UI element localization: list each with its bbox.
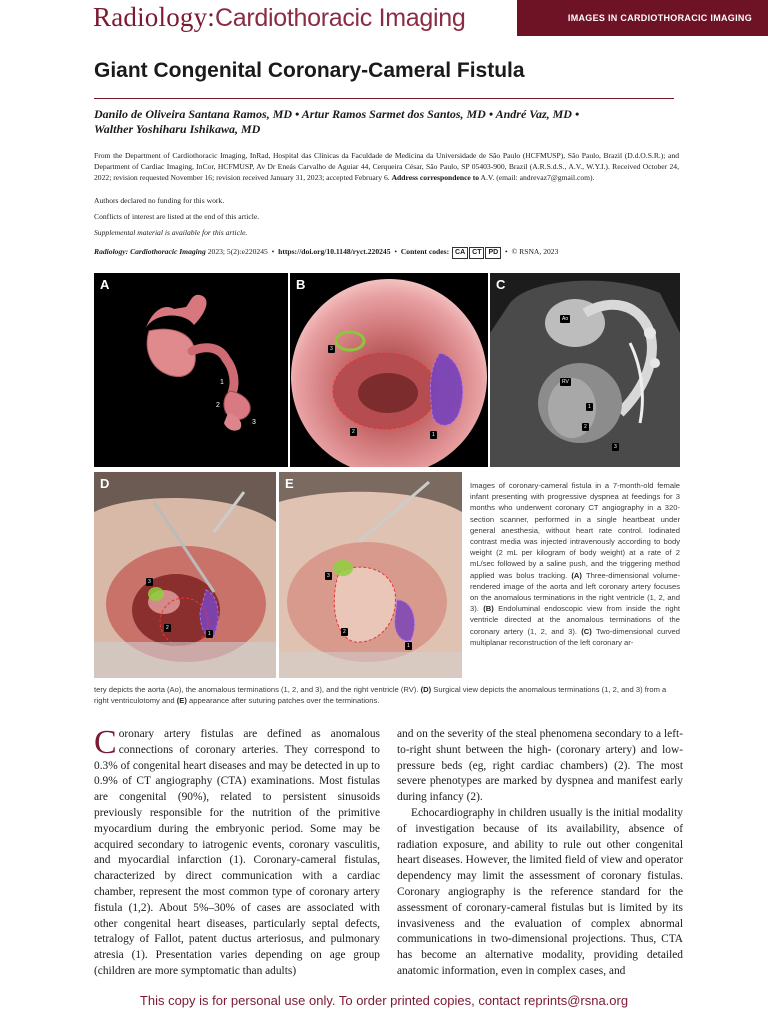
label-2: 2 bbox=[166, 625, 169, 631]
label-2: 2 bbox=[343, 629, 346, 635]
body-paragraph: and on the severity of the steal phenomena secondary to a left-to-right shunt between the high- (coronary artery) and low-pressure beds (eg, right cardiac chambers) (2). The most severe phenotypes are marked by dyspnea and manifest early during infancy (2). bbox=[397, 728, 683, 804]
content-code-badge: CT bbox=[469, 247, 484, 259]
label-rv: RV bbox=[562, 379, 569, 385]
figure-panel-d bbox=[94, 472, 276, 678]
ct-mpr-image bbox=[490, 273, 680, 467]
title-divider bbox=[94, 98, 674, 99]
label-ao: Ao bbox=[562, 316, 569, 322]
panel-letter: A bbox=[100, 277, 110, 292]
volume-render-image bbox=[94, 273, 288, 467]
label-1: 1 bbox=[432, 432, 435, 438]
body-column-left bbox=[94, 724, 380, 980]
label-1: 1 bbox=[407, 643, 410, 649]
citation-line: Radiology: Cardiothoracic Imaging 2023; 5(2):e220245 • https://doi.org/10.1148/ryct.220245 • Content codes: CA CT PD • © RSNA, 2023 bbox=[94, 245, 684, 259]
supplemental-note: Supplemental material is available for this article. bbox=[94, 228, 248, 237]
caption-c: Two-dimensional curved multiplanar reconstruction of the left coronary ar- bbox=[470, 626, 680, 647]
content-code-badge: PD bbox=[485, 247, 501, 259]
panel-letter: C bbox=[496, 277, 506, 292]
surgical-view-image bbox=[94, 472, 276, 678]
caption-label-b: (B) bbox=[483, 604, 494, 614]
panel-letter: E bbox=[285, 476, 294, 491]
caption-label-d: (D) bbox=[420, 685, 432, 694]
caption-label-c: (C) bbox=[581, 626, 592, 636]
caption-c-continued: tery depicts the aorta (Ao), the anomalous terminations (1, 2, and 3), and the right ventricle (RV). bbox=[94, 685, 419, 694]
correspondence-label: Address correspondence to bbox=[391, 173, 480, 182]
body-paragraph bbox=[94, 724, 380, 980]
figure-caption-continued bbox=[94, 684, 680, 706]
label-3: 3 bbox=[330, 346, 333, 352]
funding-note: Authors declared no funding for this work. bbox=[94, 196, 225, 205]
figure-caption bbox=[470, 480, 680, 648]
conflicts-note: Conflicts of interest are listed at the end of this article. bbox=[94, 212, 260, 221]
affiliation-block bbox=[94, 150, 679, 183]
section-label: IMAGES IN CARDIOTHORACIC IMAGING bbox=[567, 13, 752, 23]
copyright: © RSNA, 2023 bbox=[511, 247, 559, 256]
journal-section: Cardiothoracic Imaging bbox=[215, 4, 466, 32]
caption-intro: Images of coronary-cameral fistula in a 7-month-old female infant presenting with progressive dyspnea at feedings for 3 months who underwent coronary CT angiography in a 320-section scanner, performed in a single heartbeat under general anesthesia, without heart rate control. Iodinated contrast media was injected intravenously according to body weight (2 mL per kilogram of body weight) at a rate of 2 mL/sec followed by a saline push, and the triggering method applied was bolus tracking. bbox=[470, 481, 680, 580]
label-2: 2 bbox=[216, 402, 220, 409]
content-code-badge: CA bbox=[452, 247, 468, 259]
citation-journal: Radiology: Cardiothoracic Imaging bbox=[94, 247, 206, 256]
body-paragraph: Echocardiography in children usually is the initial modality of investigation because of its availability, absence of radiation exposure, and ability to rule out other congenital heart diseases. However, the limited field of view and operator dependency may limit the assessment of coronary fistulas. Coronary angiography is the reference standard for the assessment of coronary-cameral fistulas but is limited by its invasiveness and the evaluation of complex abnormal communications in two-dimensional projections. Thus, CTA has become an alternative modality, providing detailed anatomic information, even in complex cases, and bbox=[397, 806, 683, 977]
figure-panel-b bbox=[290, 273, 488, 467]
caption-d: Surgical view depicts the anomalous terminations (1, 2, and 3) from a right ventriculotomy and bbox=[94, 685, 667, 706]
label-3: 3 bbox=[327, 573, 330, 579]
journal-name: Radiology: bbox=[93, 2, 215, 32]
figure-panel-a bbox=[94, 273, 288, 467]
article-title: Giant Congenital Coronary-Cameral Fistula bbox=[94, 59, 525, 82]
affiliation-text: From the Department of Cardiothoracic Imaging, InRad, Hospital das Clínicas da Faculdade de Medicina da Universidade de São Paulo (HCFMUSP), São Paulo, Brazil (D.d.O.S.R.); and Department of Cardiac Imaging, InCor, HCFMUSP, Av Dr Eneás Carvalho de Aguiar 44, Cerqueira César, São Paulo, SP 05403-900, Brazil (A.R.S.d.S., A.V., W.Y.I.). Received October 24, 2022; revision requested November 16; revision received January 31, 2023; accepted February 6. bbox=[94, 151, 679, 182]
caption-label-e: (E) bbox=[176, 696, 187, 706]
body-text: oronary artery fistulas are defined as anomalous connections of coronary arteries. They correspond to 0.3% of congenital heart diseases and may be detected in up to 0.9% of CT angiography (CTA) examinations. Most fistulas are congenital (90%), related to persistent sinusoids previously responsible for the nutrition of the primitive myocardium during the embryonic period. Some may be acquired secondary to iatrogenic events, coronary vasculitis, and myocardial infarction (1). Coronary-cameral fistulas, characterized by direct communication with a cardiac chamber, represent the most common type of coronary artery fistula (1,2). About 5%–30% of cases are associated with other congenital heart diseases, particularly septal defects, tetralogy of Fallot, patent ductus arteriosus, and pulmonary atresia (1). Presentation varies depending on age group (children are more symptomatic than adults) bbox=[94, 728, 380, 977]
body-column-right bbox=[397, 727, 683, 980]
panel-letter: D bbox=[100, 476, 110, 491]
author-list bbox=[94, 107, 654, 137]
content-codes-label: Content codes: bbox=[400, 247, 450, 256]
caption-b: Endoluminal endoscopic view from inside the right ventricle directed at the anomalous terminations of the coronary artery (1, 2, and 3). bbox=[470, 604, 680, 636]
label-1: 1 bbox=[208, 631, 211, 637]
surgical-patch-image bbox=[279, 472, 462, 678]
label-3: 3 bbox=[252, 419, 256, 426]
label-2: 2 bbox=[584, 424, 587, 430]
citation-ref: 2023; 5(2):e220245 bbox=[207, 247, 268, 256]
header-band bbox=[517, 0, 768, 36]
correspondence-text: A.V. (email: andrevaz7@gmail.com). bbox=[480, 173, 595, 182]
label-3: 3 bbox=[614, 444, 617, 450]
caption-label-a: (A) bbox=[571, 570, 582, 580]
label-1: 1 bbox=[220, 379, 224, 386]
label-3: 3 bbox=[148, 579, 151, 585]
drop-cap: C bbox=[94, 724, 117, 761]
caption-e: appearance after suturing patches over the terminations. bbox=[189, 696, 380, 706]
panel-letter: B bbox=[296, 277, 306, 292]
reprints-notice: This copy is for personal use only. To order printed copies, contact reprints@rsna.org bbox=[139, 993, 629, 1008]
doi-link[interactable]: https://doi.org/10.1148/ryct.220245 bbox=[278, 247, 391, 256]
endoscopic-view-image bbox=[290, 273, 488, 467]
caption-a: Three-dimensional volume-rendered image of the aorta and left coronary artery focuses on the anomalous terminations in the right ventricle (1, 2, and 3). bbox=[470, 570, 680, 614]
label-1: 1 bbox=[588, 404, 591, 410]
figure-panel-e bbox=[279, 472, 462, 678]
figure-panel-c bbox=[490, 273, 680, 467]
authors-line: Walther Yoshiharu Ishikawa, MD bbox=[94, 122, 261, 136]
label-2: 2 bbox=[352, 429, 355, 435]
authors-line: Danilo de Oliveira Santana Ramos, MD • Artur Ramos Sarmet dos Santos, MD • André Vaz, MD • bbox=[94, 107, 580, 121]
journal-header bbox=[93, 2, 465, 38]
